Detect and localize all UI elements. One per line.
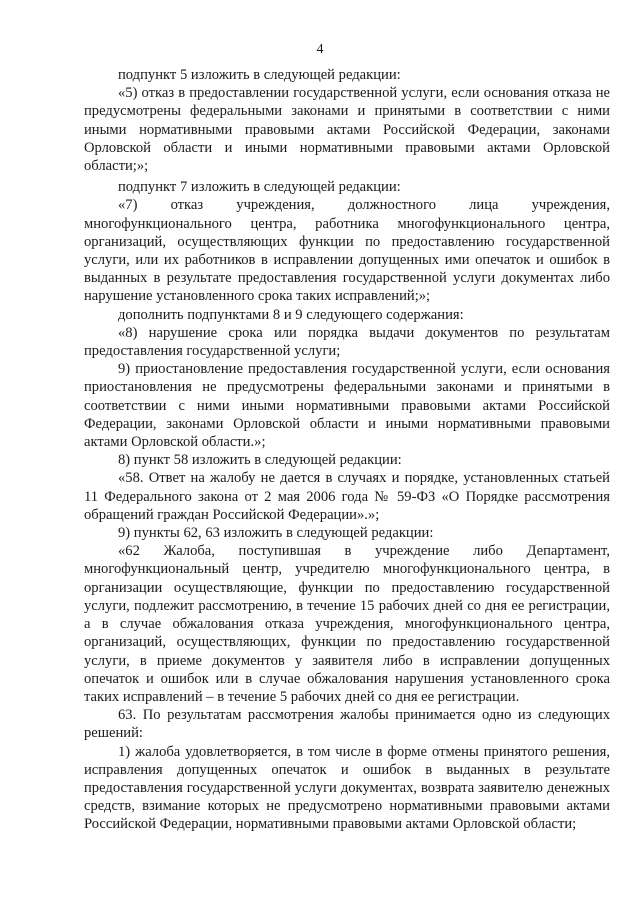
paragraph-8: 8) пункт 58 изложить в следующей редакции: bbox=[118, 452, 402, 469]
paragraph-13: 1) жалоба удовлетворяется, в том числе в форме отмены принятого решения, исправления допущенных опечаток и ошибок в выданных в результате предоставления государственной услуги документах, возврата заявителю денежных средств, взимание которых не предусмотрено нормативными правовыми актами Российской Федерации, нормативными правовыми актами Орловской области; bbox=[84, 743, 610, 833]
document-body bbox=[84, 66, 610, 834]
paragraph-7: 9) приостановление предоставления государственной услуги, если основания приостановления не предусмотрены федеральными законами и принятыми в соответствии с ними иными нормативными правовыми актами Российской Федерации, законами Орловской области и иными нормативными правовыми актами Орловской области.»; bbox=[84, 361, 610, 451]
paragraph-11: «62 Жалоба, поступившая в учреждение либо Департамент, многофункциональный центр, учредителю многофункционального центра, в организации осуществляющие, функции по предоставлению государственной услуги, подлежит рассмотрению, в течение 15 рабочих дней со дня ее регистрации, а в случае обжалования отказа учреждения, многофункционального центра, организаций, осуществляющих, функции по предоставлению государственной услуги, в приеме документов у заявителя либо в исправлении допущенных опечаток и ошибок или в случае обжалования нарушения установленного срока таких исправлений – в течение 5 рабочих дней со дня ее регистрации. bbox=[84, 543, 610, 705]
paragraph-5: дополнить подпунктами 8 и 9 следующего содержания: bbox=[118, 306, 464, 323]
paragraph-3: подпункт 7 изложить в следующей редакции: bbox=[118, 179, 401, 196]
paragraph-10: 9) пункты 62, 63 изложить в следующей редакции: bbox=[118, 525, 434, 542]
paragraph-4: «7) отказ учреждения, должностного лица учреждения, многофункционального центра, работника многофункционального центра, организаций, осуществляющих функции по предоставлению государственной услуги, или их работников в исправлении допущенных ими опечаток и ошибок в выданных в результате предоставления государственной услуги документах либо нарушение установленного срока таких исправлений;»; bbox=[84, 197, 610, 305]
paragraph-9: «58. Ответ на жалобу не дается в случаях и порядке, установленных статьей 11 Федерального закона от 2 мая 2006 года № 59-ФЗ «О Порядке рассмотрения обращений граждан Российской Федерации».»; bbox=[84, 470, 610, 523]
page-number: 4 bbox=[316, 42, 324, 57]
paragraph-6: «8) нарушение срока или порядка выдачи документов по результатам предоставления государственной услуги; bbox=[84, 324, 610, 360]
paragraph-12: 63. По результатам рассмотрения жалобы принимается одно из следующих решений: bbox=[84, 707, 610, 742]
paragraph-1: подпункт 5 изложить в следующей редакции: bbox=[118, 67, 401, 83]
paragraph-2: «5) отказ в предоставлении государственной услуги, если основания отказа не предусмотрены федеральными законами и принятыми в соответствии с ними иными нормативными правовыми актами Российской Федерации, законами Орловской области и иными нормативными правовыми актами Орловской области;»; bbox=[84, 85, 610, 175]
